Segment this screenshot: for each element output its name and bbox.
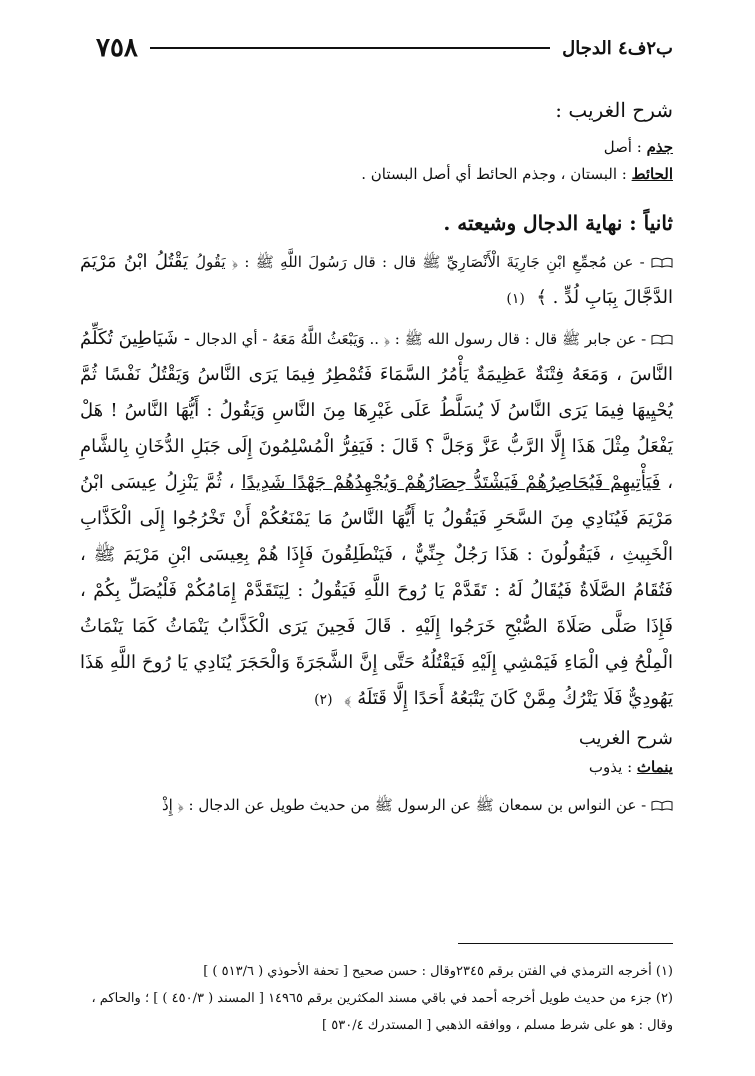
point-heading: ثانياً : نهاية الدجال وشيعته . [443,211,673,235]
page-body [80,94,673,823]
footnote-separator [458,943,673,944]
footnote: وقال : هو على شرط مسلم ، ووافقه الذهبي [ المستدرك ٥٣٠/٤ ] [322,1018,673,1033]
footnotes [80,958,673,1039]
gloss-entry [80,161,673,188]
gloss-term: ينماث [636,758,673,776]
gloss-definition: : أصل [603,138,647,156]
gloss-entry [80,754,673,781]
gloss-definition: : البستان ، وجذم الحائط أي أصل البستان . [361,165,632,183]
running-title: ب٢ف٤ الدجال [562,37,673,59]
gloss-term: الحائط [631,165,673,183]
section-heading-gharib: شرح الغريب [578,728,673,749]
hadith-paragraph [80,321,673,718]
footnote-ref: (٢) [314,692,333,708]
hadith-text: - شَيَاطِينَ تُكَلِّمُ النَّاسَ ، وَمَعَهُ فِتْنَةٌ عَظِيمَةٌ يَأْمُرُ السَّمَاءَ فَتُمْطِرُ فِيمَا يَرَى النَّاسُ وَيَقْتُلُ نَفْسًا ثُمَّ يُحْيِيهَا فِيمَا يَرَى النَّاسُ لَا يُسَلَّطُ عَلَى غَيْرِهَا مِنَ النَّاسِ وَيَقُولُ : أَيُّهَا النَّاسُ ! هَلْ يَفْعَلُ مِثْلَ هَذَا إِلَّا الرَّبُّ عَزَّ وَجَلَّ ؟ قَالَ : فَيَفِرُّ الْمُسْلِمُونَ إِلَى جَبَلِ الدُّخَانِ بِالشَّامِ ، [80,328,673,493]
open-book-icon [651,800,673,811]
gloss-entry [80,134,673,161]
hadith-narration: - عن النواس بن سمعان ﷺ عن الرسول ﷺ من حديث طويل عن الدجال : ﴿ إِذْ [162,796,651,814]
gloss-definition: : يذوب [588,758,637,776]
hadith-text: ، ثُمَّ يَنْزِلُ عِيسَى ابْنُ مَرْيَمَ فَيُنَادِي مِنَ السَّحَرِ فَيَقُولُ يَا أَيُّهَا النَّاسُ مَا يَمْنَعُكُمْ أَنْ تَخْرُجُوا إِلَى الْكَذَّابِ الْخَبِيثِ ، فَيَقُولُونَ : هَذَا رَجُلٌ جِنِّيٌّ ، فَيَنْطَلِقُونَ فَإِذَا هُمْ بِعِيسَى ابْنِ مَرْيَمَ ﷺ ، فَتُقَامُ الصَّلَاةُ فَيُقَالُ لَهُ : تَقَدَّمْ يَا رُوحَ اللَّهِ فَيَقُولُ : لِيَتَقَدَّمْ إِمَامُكُمْ فَلْيُصَلِّ بِكُمْ ، فَإِذَا صَلَّى صَلَاةَ الصُّبْحِ خَرَجُوا إِلَيْهِ . قَالَ فَحِينَ يَرَى الْكَذَّابُ يَنْمَاثُ كَمَا يَنْمَاثُ الْمِلْحُ فِي الْمَاءِ فَيَمْشِي إِلَيْهِ فَيَقْتُلُهُ حَتَّى إِنَّ الشَّجَرَةَ وَالْحَجَرَ يُنَادِي يَا رُوحَ اللَّهِ هَذَا يَهُودِيٌّ فَلَا يَتْرُكُ مِمَّنْ كَانَ يَتْبَعُهُ أَحَدًا إِلَّا قَتَلَهُ ﴾ [80,472,673,709]
page-number: ٧٥٨ [96,33,138,63]
hadith-paragraph [80,244,673,317]
gloss-term: جذم [646,138,673,156]
section-heading-gharib: شرح الغريب : [555,98,673,122]
hadith-paragraph [80,787,673,823]
hadith-text-underlined: فَيَأْتِيهِمْ فَيُحَاصِرُهُمْ فَيَشْتَدُّ حِصَارُهُمْ وَيُجْهِدُهُمْ جَهْدًا شَدِيدًا [241,472,661,493]
page-header [96,28,673,68]
hadith-narration: - عن جابر ﷺ قال : قال رسول الله ﷺ : ﴿ .. وَيَبْعَثُ اللَّهُ مَعَهُ - أي الدجال [195,330,652,348]
header-rule [150,47,550,49]
hadith-narration: - عن مُجمِّعِ ابْنِ جَارِيَةَ الْأَنْصَارِيِّ ﷺ قال : قال رَسُولَ اللَّهِ ﷺ : ﴿ يَقُولُ [195,253,651,271]
open-book-icon [651,334,673,345]
hadith-text: يَقْتُلُ ابْنُ مَرْيَمَ الدَّجَّالَ بِبَابِ لُدٍّ . ﴾ [80,251,673,308]
footnote-ref: (١) [506,291,525,307]
open-book-icon [651,257,673,268]
footnote: (١) أخرجه الترمذي في الفتن برقم ٢٣٤٥وقال : حسن صحيح [ تحفة الأحوذي ( ٥١٣/٦ ) ] [203,964,673,979]
footnote: (٢) جزء من حديث طويل أخرجه أحمد في باقي مسند المكثرين برقم ١٤٩٦٥ [ المسند ( ٤٥٠/٣ ) ] ؛ والحاكم ، [91,991,673,1006]
